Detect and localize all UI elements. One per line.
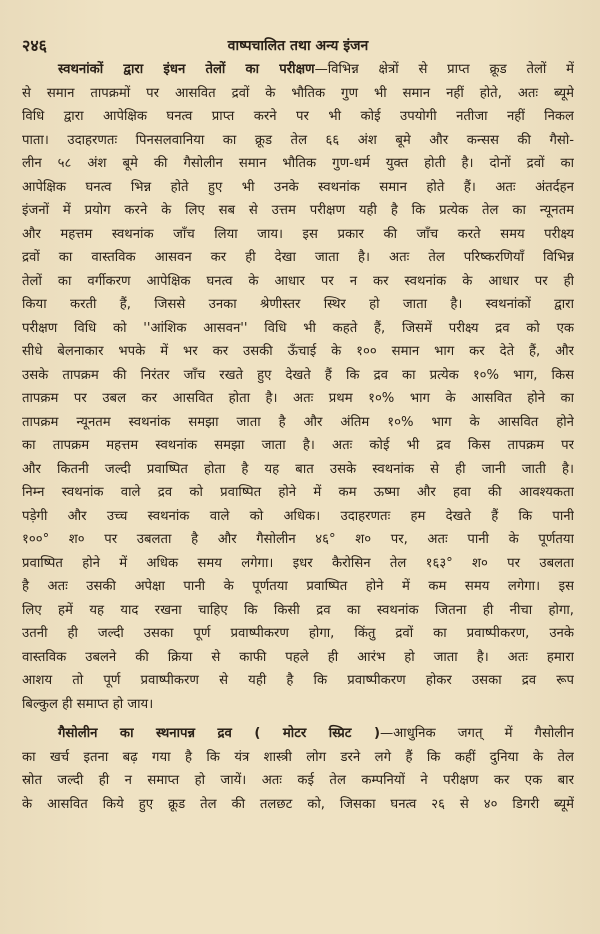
paragraph-line: उसके तापक्रम की निरंतर जाँच रखते हुए देखते हैं कि द्रव का प्रत्येक १०% भाग, किस [22, 367, 574, 383]
paragraph-line: पड़ेगी और उच्च स्वथनांक वाले को अधिक। उदाहरणतः हम देखते हैं कि पानी [22, 508, 574, 524]
paragraph-line: निम्न स्वथनांक वाले द्रव को प्रवाष्पित होने में कम ऊष्मा और हवा की आवश्यकता [22, 485, 574, 500]
paragraph-line: आपेक्षिक घनत्व भिन्न होते हुए भी उनके स्वथनांक समान होते हैं। अतः अंतर्दहन [22, 179, 574, 195]
paragraph-line: उतनी ही जल्दी उसका पूर्ण प्रवाष्पीकरण होगा, किंतु द्रवों का प्रवाष्पीकरण, उनके [22, 626, 574, 641]
paragraph-line: आशय तो पूर्ण प्रवाष्पीकरण से यही है कि प्रवाष्पीकरण होकर उसका द्रव रूप [22, 673, 574, 688]
paragraph-line: पाता। उदाहरणतः पिनसलवानिया का क्रूड तेल ६६ अंश बूमे और कन्सस की गैसो- [22, 132, 574, 148]
paragraph-line [22, 58, 574, 82]
paragraph-line: लीन ५८ अंश बूमे की गैसोलीन समान भौतिक गुण-धर्म युक्त होती है। दोनों द्रवों का [22, 156, 574, 171]
paragraph-line: वास्तविक उबलने की क्रिया से काफी पहले ही आरंभ हो जाता है। अतः हमारा [22, 649, 574, 665]
paragraph-line: से समान तापक्रमों पर आसवित द्रवों के भौतिक गुण भी समान नहीं होते, अतः ब्यूमे [22, 85, 574, 101]
paragraph-line: परीक्षण विधि को ''आंशिक आसवन'' विधि भी कहते हैं, जिसमें परीक्ष्य द्रव को एक [22, 320, 574, 336]
paragraph-line: का खर्च इतना बढ़ गया है कि यंत्र शास्त्री लोग डरने लगे हैं कि कहीं दुनिया के तेल [22, 749, 574, 765]
running-title: वाष्पचालित तथा अन्य इंजन [227, 38, 369, 54]
paragraph-line: और कितनी जल्दी प्रवाष्पित होता है यह बात उसके स्वथनांक से ही जानी जाती है। [22, 461, 574, 477]
section-heading: स्वथनांकों द्वारा इंधन तेलों का परीक्षण [58, 62, 315, 77]
paragraph-line: विधि द्वारा आपेक्षिक घनत्व प्राप्त करने पर भी कोई उपयोगी नतीजा नहीं निकल [22, 109, 574, 124]
paragraph-line: स्रोत जल्दी ही न समाप्त हो जायें। अतः कई तेल कम्पनियों ने परीक्षण कर एक बार [22, 773, 574, 788]
paragraph-line: १००° श० पर उबलता है और गैसोलीन ४६° श० पर, अतः पानी के पूर्णतया [22, 532, 574, 547]
paragraph-line [22, 722, 574, 746]
paragraph-line: इंजनों में प्रयोग करने के लिए सब से उत्तम परीक्षण यही है कि प्रत्येक तेल का न्यूनतम [22, 203, 574, 218]
section-heading: गैसोलीन का स्थनापन्न द्रव ( मोटर स्प्रिट ) [58, 726, 380, 741]
paragraph-line: और महत्तम स्वथनांक जाँच लिया जाय। इस प्रकार की जाँच करते समय परीक्ष्य [22, 226, 574, 242]
paragraph-text: —विभिन्न क्षेत्रों से प्राप्त क्रूड तेलों में [314, 62, 574, 77]
paragraph-line: लिए हमें यह याद रखना चाहिए कि किसी द्रव का स्वथनांक जितना ही नीचा होगा, [22, 602, 574, 618]
page-number: २४६ [22, 36, 47, 55]
page-header [22, 0, 574, 58]
paragraph-text: —आधुनिक जगत् में गैसोलीन [379, 726, 574, 741]
paragraph-line: है अतः उसकी अपेक्षा पानी के पूर्णतया प्रवाष्पित होने में कम समय लगेगा। इस [22, 579, 574, 594]
paragraph-line: के आसवित किये हुए क्रूड तेल की तलछट को, जिसका घनत्व २६ से ४० डिगरी ब्यूमें [22, 796, 574, 812]
paragraph-line: तापक्रम पर उबल कर आसवित होता है। अतः प्रथम १०% भाग के आसवित होने का [22, 391, 574, 406]
paragraph-line: तापक्रम न्यूनतम स्वथनांक समझा जाता है और अंतिम १०% भाग के आसवित होने [22, 414, 574, 430]
paragraph-line: किया करती हैं, जिससे उनका श्रेणीस्तर स्थिर हो जाता है। स्वथनांकों द्वारा [22, 297, 574, 312]
paragraph-gasoline-substitute [22, 722, 574, 816]
paragraph-line: तेलों का वर्गीकरण आपेक्षिक घनत्व के आधार पर न कर स्वथनांक के आधार पर ही [22, 273, 574, 289]
paragraph-line: का तापक्रम महत्तम स्वथनांक समझा जाता है। अतः कोई भी द्रव किस तापक्रम पर [22, 438, 574, 453]
paragraph-line: द्रवों का वास्तविक आसवन कर ही देखा जाता है। अतः तेल परिष्करणियाँ विभिन्न [22, 250, 574, 265]
paragraph-fuel-oil-testing [22, 58, 574, 716]
paragraph-line: बिल्कुल ही समाप्त हो जाय। [22, 696, 154, 712]
paragraph-line: सीधे बेलनाकार भपके में भर कर उसकी ऊँचाई के १०० समान भाग कर देते हैं, और [22, 344, 574, 359]
paragraph-line: प्रवाष्पित होने में अधिक समय लगेगा। इधर कैरोसिन तेल १६३° श० पर उबलता [22, 555, 574, 571]
